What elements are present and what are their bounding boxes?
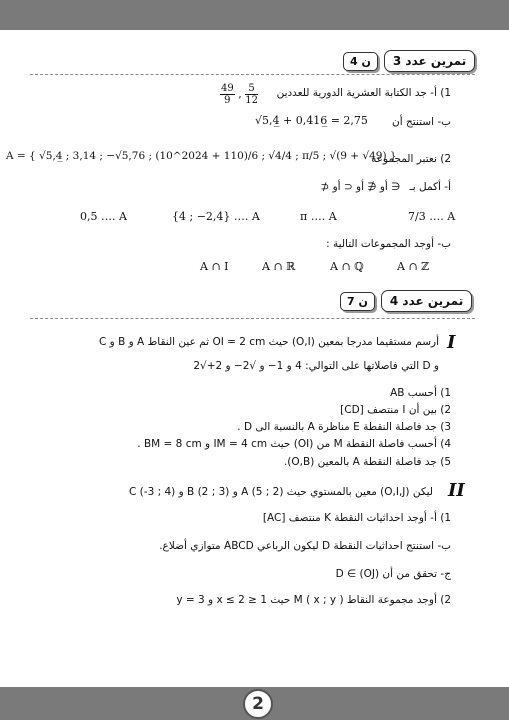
ex3-q2b-item-4: A ∩ ℤ — [397, 260, 430, 273]
ex3-q2b-label: ب- أوجد المجموعات التالية : — [326, 238, 451, 250]
ex3-q2a-label: أ- أكمل بـ — [409, 181, 451, 193]
ex3-q1b-label: ب- استنتج أن — [392, 116, 451, 128]
ex3-q1a-fractions: $\frac{49}{9}$ , $\frac{5}{12}$ — [221, 83, 258, 106]
ex3-q2-set: A = { √5,4̲ ; 3,14 ; −√5,76 ; (10^2024 + 110)/6 ; √4/4 ; π/5 ; √(9 + √49) } — [6, 150, 397, 162]
part-1-numeral: I — [447, 332, 456, 353]
ex3-q1a-text: 1) أ- جد الكتابة العشرية الدورية للعددين — [276, 87, 451, 99]
ex3-q2a-item-3: π …. A — [300, 210, 337, 223]
ex4-p1-intro-1: أرسم مستقيما مدرجا بمعين (O,I) حيث OI = 2 cm ثم عين النقاط A و B و C — [98, 336, 439, 348]
ex4-p1-intro-2: و D التي فاصلاتها على التوالي: 4 و 1− و √2− و 2+√2 — [193, 360, 439, 372]
ex4-p1-item-2: 2) بين أن I منتصف [CD] — [340, 404, 451, 416]
ex4-p2-intro: ليكن (O,I,J) معين بالمستوي حيث (2 ; 5) A و (3 ; 2) B و (4 ; 3-) C — [129, 486, 433, 498]
ex4-p2-item-3: ج- تحقق من أن D ∈ (OJ) — [335, 568, 451, 580]
exercise-4-header — [340, 290, 472, 312]
ex3-q2-label: 2) نعتبر المجموعة — [371, 153, 451, 165]
ex4-p2-item-4: 2) أوجد مجموعة النقاط M ( x ; y ) حيث 1 ≤ x ≤ 2 و y = 3 — [176, 594, 451, 606]
ex3-q1b — [392, 116, 451, 128]
ex3-q2a-item-2: {4 ; −2,4} …. A — [172, 210, 260, 223]
ex3-q2b-item-2: A ∩ ℝ — [262, 260, 296, 273]
ex3-q2a-item-4: 7/3 …. A — [408, 210, 456, 223]
ex3-q2a — [320, 181, 451, 193]
ex3-q2b-item-1: A ∩ I — [200, 260, 229, 273]
ex3-q1b-math: √5,4̲ + 0,416̲ = 2,75 — [255, 114, 368, 127]
ex3-q1a — [277, 87, 451, 99]
ex4-p2-item-2: ب- استنتج احداثيات النقطة D ليكون الرباعي ABCD متوازي أضلاع. — [159, 540, 451, 552]
ex4-p1-item-5: 5) جد فاصلة النقطة A بالمعين (O,B). — [283, 456, 451, 468]
ex3-q2a-symbols: ∈ أو ∉ أو ⊂ أو ⊄ — [320, 181, 401, 193]
ex3-q2a-item-1: 0,5 …. A — [80, 210, 127, 223]
exercise-3-title: تمرين عدد 3 — [384, 50, 475, 72]
ex4-p1-item-3: 3) جد فاصلة النقطة E مناظرة A بالنسبة الى D . — [237, 421, 451, 433]
ex4-p1-item-1: 1) أحسب AB — [390, 387, 451, 399]
part-2-numeral: II — [448, 480, 465, 501]
ex4-p1-item-4: 4) أحسب فاصلة النقطة M من (OI) حيث IM = 4 cm و BM = 8 cm . — [137, 438, 451, 450]
exercise-4-points: 7 ن — [340, 292, 375, 311]
exercise-4-title: تمرين عدد 4 — [381, 290, 472, 312]
exercise-3-points: 4 ن — [343, 52, 378, 71]
exercise-3-header — [343, 50, 475, 72]
divider — [30, 318, 475, 319]
page-number: 2 — [243, 689, 273, 719]
divider — [30, 74, 475, 75]
ex4-p2-item-1: 1) أ- أوجد احداثيات النقطة K منتصف [AC] — [262, 512, 451, 524]
ex3-q2b-item-3: A ∩ ℚ — [330, 260, 364, 273]
top-bar — [0, 0, 509, 30]
